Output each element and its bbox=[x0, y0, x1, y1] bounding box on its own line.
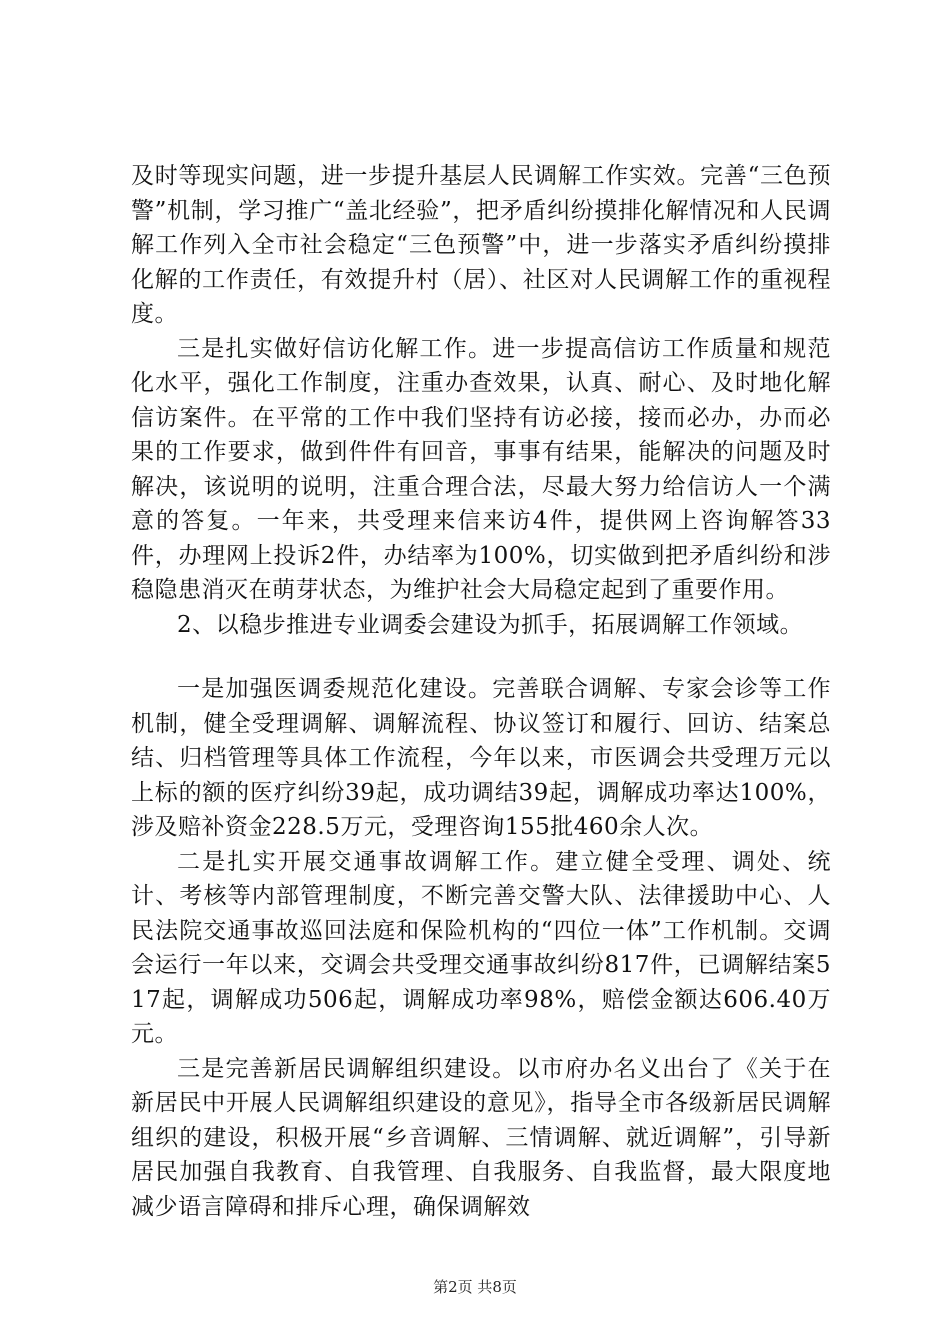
page-number-footer: 第2页 共8页 bbox=[433, 1278, 517, 1296]
paragraph-traffic-mediation: 二是扎实开展交通事故调解工作。建立健全受理、调处、统计、考核等内部管理制度，不断完善交警大队、法律援助中心、人民法院交通事故巡回法庭和保险机构的“四位一体”工作机制。交调会运行一年以来，交调会共受理交通事故纠纷817件，已调解结案517起，调解成功506起，调解成功率98%，赔偿金额达606.40万元。 bbox=[131, 848, 831, 1047]
paragraph-new-resident-mediation: 三是完善新居民调解组织建设。以市府办名义出台了《关于在新居民中开展人民调解组织建设的意见》，指导全市各级新居民调解组织的建设，积极开展“乡音调解、三情调解、就近调解”，引导新居民加强自我教育、自我管理、自我服务、自我监督，最大限度地减少语言障碍和排斥心理，确保调解效 bbox=[131, 1055, 831, 1220]
paragraph-medical-mediation: 一是加强医调委规范化建设。完善联合调解、专家会诊等工作机制，健全受理调解、调解流程、协议签订和履行、回访、结案总结、归档管理等具体工作流程，今年以来，市医调会共受理万元以上标的额的医疗纠纷39起，成功调结39起，调解成功率达100%，涉及赔补资金228.5万元，受理咨询155批460余人次。 bbox=[131, 676, 831, 840]
paragraph-petition-work: 三是扎实做好信访化解工作。进一步提高信访工作质量和规范化水平，强化工作制度，注重办查效果，认真、耐心、及时地化解信访案件。在平常的工作中我们坚持有访必接，接而必办，办而必果的工作要求，做到件件有回音，事事有结果，能解决的问题及时解决，该说明的说明，注重合理合法，尽最大努力给信访人一个满意的答复。一年来，共受理来信来访4件，提供网上咨询解答33件，办理网上投诉2件，办结率为100%，切实做到把矛盾纠纷和涉稳隐患消灭在萌芽状态，为维护社会大局稳定起到了重要作用。 bbox=[131, 335, 831, 603]
document-body bbox=[131, 159, 831, 1224]
section-heading-professional-committees: 2、以稳步推进专业调委会建设为抓手，拓展调解工作领域。 bbox=[177, 611, 804, 638]
paragraph-continuation: 及时等现实问题，进一步提升基层人民调解工作实效。完善“三色预警”机制，学习推广“盖北经验”，把矛盾纠纷摸排化解情况和人民调解工作列入全市社会稳定“三色预警”中，进一步落实矛盾纠纷摸排化解的工作责任，有效提升村（居）、社区对人民调解工作的重视程度。 bbox=[131, 163, 831, 327]
